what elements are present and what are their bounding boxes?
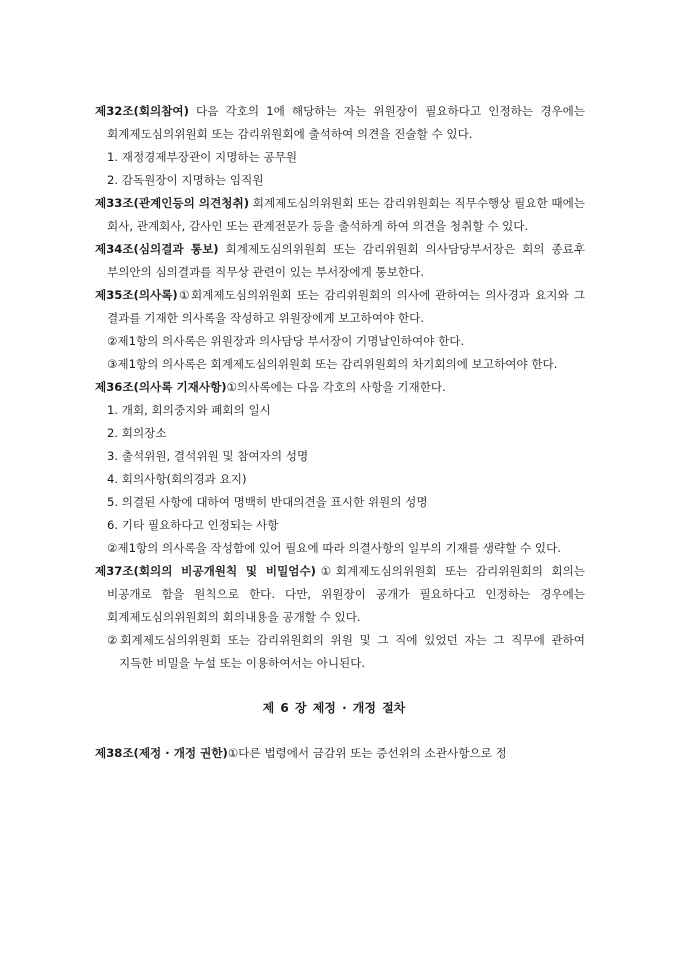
- article-36-item-4: 4. 회의사항(회의경과 요지): [107, 472, 247, 486]
- article-35-paragraph-2: ②제1항의 의사록은 위원장과 의사담당 부서장이 기명날인하여야 한다.: [107, 334, 465, 348]
- article-32-item-1: 1. 재정경제부장관이 지명하는 공무원: [107, 150, 298, 164]
- article-33-text: 회계제도심의위원회 또는 감리위원회는 직무수행상 필요한 때에는 회사, 관계회사, 감사인 또는 관계전문가 등을 출석하게 하여 의견을 청취할 수 있다.: [107, 196, 585, 233]
- article-38: [95, 742, 585, 765]
- article-35-heading: 제35조(의사록): [95, 288, 178, 302]
- article-38-text: ①다른 법령에서 금감위 또는 증선위의 소관사항으로 정: [227, 746, 507, 760]
- article-36-item-5: 5. 의결된 사항에 대하여 명백히 반대의견을 표시한 위원의 성명: [107, 495, 428, 509]
- article-35: [95, 284, 585, 330]
- article-32-heading: 제32조(회의참여): [95, 104, 189, 118]
- article-35-text: ①회계제도심의위원회 또는 감리위원회의 의사에 관하여는 의사경과 요지와 그 결과를 기재한 의사록을 작성하고 위원장에게 보고하여야 한다.: [107, 288, 585, 325]
- article-36-item-1: 1. 개회, 회의중지와 폐회의 일시: [107, 403, 271, 417]
- article-33: [95, 192, 585, 238]
- article-36-item-2: 2. 회의장소: [107, 426, 167, 440]
- chapter-6-title: 제 6 장 제정 · 개정 절차: [262, 701, 406, 715]
- document-body: [95, 100, 585, 765]
- article-36: [95, 376, 585, 399]
- article-33-heading: 제33조(관계인등의 의견청취): [95, 196, 250, 210]
- article-32-text: 다음 각호의 1에 해당하는 자는 위원장이 필요하다고 인정하는 경우에는 회계제도심의위원회 또는 감리위원회에 출석하여 의견을 진술할 수 있다.: [107, 104, 585, 141]
- article-35-paragraph-3: ③제1항의 의사록은 회계제도심의위원회 또는 감리위원회의 차기회의에 보고하여야 한다.: [107, 357, 558, 371]
- article-34-heading: 제34조(심의결과 통보): [95, 242, 219, 256]
- article-38-heading: 제38조(제정 · 개정 권한): [95, 746, 228, 760]
- article-34: [95, 238, 585, 284]
- article-37-text: ①회계제도심의위원회 또는 감리위원회의 회의는 비공개로 함을 원칙으로 한다. 다만, 위원장이 공개가 필요하다고 인정하는 경우에는 회계제도심의위원회의 회의내용을 공개할 수 있다.: [107, 564, 585, 624]
- article-32: [95, 100, 585, 146]
- article-36-text: ①의사록에는 다음 각호의 사항을 기재한다.: [226, 380, 446, 394]
- article-36-item-3: 3. 출석위원, 결석위원 및 참여자의 성명: [107, 449, 309, 463]
- article-32-item-2: 2. 감독원장이 지명하는 임직원: [107, 173, 264, 187]
- article-34-text: 회계제도심의위원회 또는 감리위원회 의사담당부서장은 회의 종료후 부의안의 심의결과를 직무상 관련이 있는 부서장에게 통보한다.: [107, 242, 585, 279]
- article-37: [95, 560, 585, 629]
- article-37-paragraph-2: ②회계제도심의위원회 또는 감리위원회의 위원 및 그 직에 있었던 자는 그 직무에 관하여 지득한 비밀을 누설 또는 이용하여서는 아니된다.: [107, 633, 585, 670]
- article-37-heading: 제37조(회의의 비공개원칙 및 비밀엄수): [95, 564, 316, 578]
- article-36-heading: 제36조(의사록 기재사항): [95, 380, 227, 394]
- article-36-item-6: 6. 기타 필요하다고 인정되는 사항: [107, 518, 279, 532]
- article-36-paragraph-2: ②제1항의 의사록을 작성함에 있어 필요에 따라 의결사항의 일부의 기재를 생략할 수 있다.: [107, 541, 561, 555]
